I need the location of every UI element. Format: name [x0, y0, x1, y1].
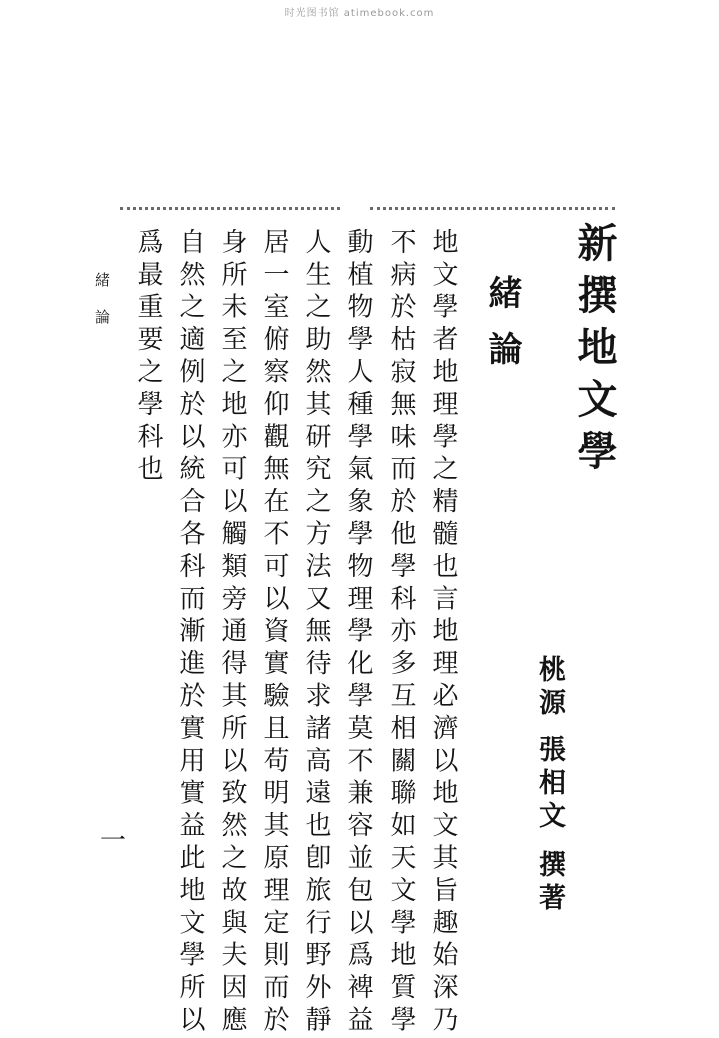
running-header: 緒論: [93, 272, 111, 346]
body-line-7: 自然之適例於以統合各科而漸進於實用實益此地文學所以: [175, 228, 205, 1038]
body-line-6: 身所未至之地亦可以觸類旁通得其所以致然之故與夫因應: [217, 228, 247, 1038]
watermark: 时光图书馆 atimebook.com: [284, 8, 435, 19]
author-role: 撰著: [534, 850, 565, 916]
body-line-8: 爲最重要之學科也: [133, 228, 163, 488]
author-name: 張相文: [534, 735, 565, 834]
book-title: 新撰地文學: [571, 222, 618, 482]
body-line-4: 人生之助然其研究之方法又無待求諸高遠也卽旅行野外靜: [301, 228, 331, 1038]
author-origin: 桃源: [534, 655, 565, 721]
top-rule-left: [120, 207, 340, 210]
page-number: 一: [100, 826, 127, 856]
top-rule-right: [370, 207, 615, 210]
body-line-5: 居一室俯察仰觀無在不可以資實驗且苟明其原理定則而於: [259, 228, 289, 1038]
body-line-1: 地文學者地理學之精髓也言地理必濟以地文其旨趣始深乃: [428, 228, 458, 1038]
body-line-3: 動植物學人種學氣象學物理學化學莫不兼容並包以爲裨益: [343, 228, 373, 1038]
section-title: 緒論: [482, 275, 522, 387]
body-line-2: 不病於枯寂無味而於他學科亦多互相關聯如天文學地質學: [386, 228, 416, 1038]
